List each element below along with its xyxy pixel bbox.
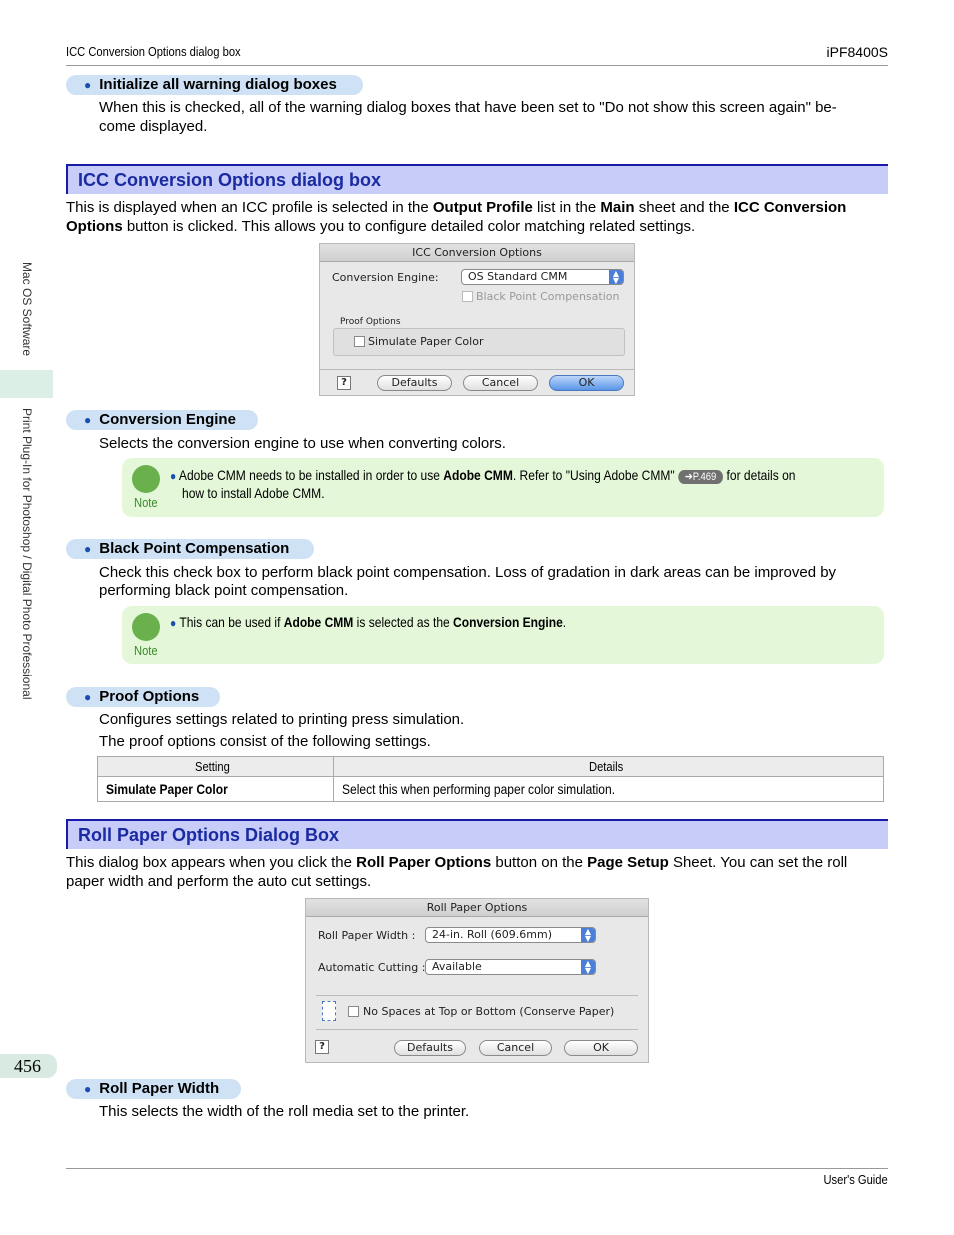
no-spaces-checkbox[interactable] — [348, 1006, 359, 1017]
proof-desc-line2: The proof options consist of the following settings. — [99, 733, 431, 750]
cancel-button[interactable]: Cancel — [463, 375, 538, 391]
side-tab-mac-os-software[interactable]: Mac OS Software — [20, 262, 34, 357]
table-cell-setting: Simulate Paper Color — [98, 777, 334, 802]
proof-options-group-label: Proof Options — [340, 317, 401, 327]
note-pencil-icon — [132, 613, 160, 641]
bpc-desc-line2: performing black point compensation. — [99, 582, 349, 599]
automatic-cutting-popup[interactable]: Available ▲ ▼ — [425, 959, 596, 975]
paper-sheet-icon — [322, 1001, 336, 1021]
running-header-model: iPF8400S — [826, 44, 888, 60]
popup-arrows-icon: ▲ ▼ — [609, 270, 623, 284]
roll-paper-width-label: Roll Paper Width : — [318, 929, 416, 942]
bpc-checkbox-label: Black Point Compensation — [476, 290, 620, 303]
note-label: Note — [134, 495, 158, 510]
dialog-divider — [320, 369, 634, 370]
conversion-engine-popup[interactable]: OS Standard CMM ▲ ▼ — [461, 269, 624, 285]
icc-intro-line2: Options button is clicked. This allows you to configure detailed color matching related settings. — [66, 218, 696, 235]
automatic-cutting-label: Automatic Cutting : — [318, 961, 426, 974]
section-heading-icc-conversion: ICC Conversion Options dialog box — [66, 164, 888, 194]
bullet-icon: ● — [84, 690, 92, 704]
note-bpc-text: ● This can be used if Adobe CMM is selected as the Conversion Engine. — [170, 614, 567, 630]
bpc-desc-line1: Check this check box to perform black point compensation. Loss of gradation in dark areas can be improved by — [99, 564, 837, 581]
icc-conversion-dialog-screenshot — [319, 243, 635, 396]
note-label: Note — [134, 643, 158, 658]
side-tab-separator — [0, 370, 53, 398]
note-adobe-cmm-line1: ● Adobe CMM needs to be installed in order to use Adobe CMM. Refer to "Using Adobe CMM" ➔P.469 for details on — [170, 467, 796, 483]
proof-options-table — [97, 756, 884, 802]
item-heading-proof-options: ● Proof Options — [66, 687, 220, 707]
note-pencil-icon — [132, 465, 160, 493]
bullet-icon: ● — [170, 616, 177, 630]
table-header-setting: Setting — [98, 757, 334, 777]
help-icon[interactable]: ? — [337, 376, 351, 390]
dialog-title: Roll Paper Options — [306, 899, 648, 917]
roll-intro-line2: paper width and perform the auto cut settings. — [66, 873, 372, 890]
init-warning-desc-line2: come displayed. — [99, 118, 208, 135]
bullet-icon: ● — [84, 78, 92, 92]
simulate-paper-color-checkbox[interactable] — [354, 336, 365, 347]
proof-desc-line1: Configures settings related to printing press simulation. — [99, 711, 465, 728]
table-cell-details: Select this when performing paper color simulation. — [334, 777, 884, 802]
item-heading-black-point: ● Black Point Compensation — [66, 539, 314, 559]
roll-intro-line1: This dialog box appears when you click the Roll Paper Options button on the Page Setup Sheet. You can set the roll — [66, 854, 848, 871]
simulate-paper-color-label: Simulate Paper Color — [368, 335, 484, 348]
help-icon[interactable]: ? — [315, 1040, 329, 1054]
section-heading-roll-paper: Roll Paper Options Dialog Box — [66, 819, 888, 849]
no-spaces-label: No Spaces at Top or Bottom (Conserve Paper) — [363, 1005, 615, 1018]
cancel-button[interactable]: Cancel — [479, 1040, 552, 1056]
bullet-icon: ● — [84, 1082, 92, 1096]
bpc-checkbox[interactable] — [462, 291, 473, 302]
init-warning-desc-line1: When this is checked, all of the warning dialog boxes that have been set to "Do not show this screen again" be- — [99, 99, 837, 116]
roll-paper-dialog-screenshot — [305, 898, 649, 1063]
dialog-divider — [316, 995, 638, 996]
conversion-engine-label: Conversion Engine: — [332, 271, 439, 284]
roll-paper-width-popup[interactable]: 24-in. Roll (609.6mm) ▲ ▼ — [425, 927, 596, 943]
page-number: 456 — [14, 1056, 41, 1076]
footer-rule — [66, 1168, 888, 1169]
popup-arrows-icon: ▲ ▼ — [581, 960, 595, 974]
running-header-title: ICC Conversion Options dialog box — [66, 44, 241, 59]
ok-button[interactable]: OK — [549, 375, 624, 391]
bullet-icon: ● — [170, 469, 177, 483]
dialog-title: ICC Conversion Options — [320, 244, 634, 262]
item-heading-roll-paper-width: ● Roll Paper Width — [66, 1079, 241, 1099]
defaults-button[interactable]: Defaults — [377, 375, 452, 391]
footer-guide-name: User's Guide — [823, 1172, 888, 1187]
table-header-details: Details — [334, 757, 884, 777]
popup-arrows-icon: ▲ ▼ — [581, 928, 595, 942]
table-header-row — [98, 757, 884, 777]
page-reference-link[interactable]: ➔P.469 — [678, 470, 723, 484]
side-tab-print-plugin[interactable]: Print Plug-In for Photoshop / Digital Photo Professional — [20, 408, 34, 700]
conversion-engine-desc: Selects the conversion engine to use when converting colors. — [99, 435, 506, 452]
table-row — [98, 777, 884, 802]
icc-intro-line1: This is displayed when an ICC profile is selected in the Output Profile list in the Main sheet and the ICC Conversion — [66, 199, 847, 216]
header-rule — [66, 65, 888, 66]
bullet-icon: ● — [84, 413, 92, 427]
bullet-icon: ● — [84, 542, 92, 556]
item-heading-initialize-warnings: ● Initialize all warning dialog boxes — [66, 75, 363, 95]
ok-button[interactable]: OK — [564, 1040, 638, 1056]
item-heading-conversion-engine: ● Conversion Engine — [66, 410, 258, 430]
roll-width-desc: This selects the width of the roll media set to the printer. — [99, 1103, 470, 1120]
defaults-button[interactable]: Defaults — [394, 1040, 466, 1056]
note-adobe-cmm-line2: how to install Adobe CMM. — [182, 485, 325, 501]
dialog-divider — [316, 1029, 638, 1030]
